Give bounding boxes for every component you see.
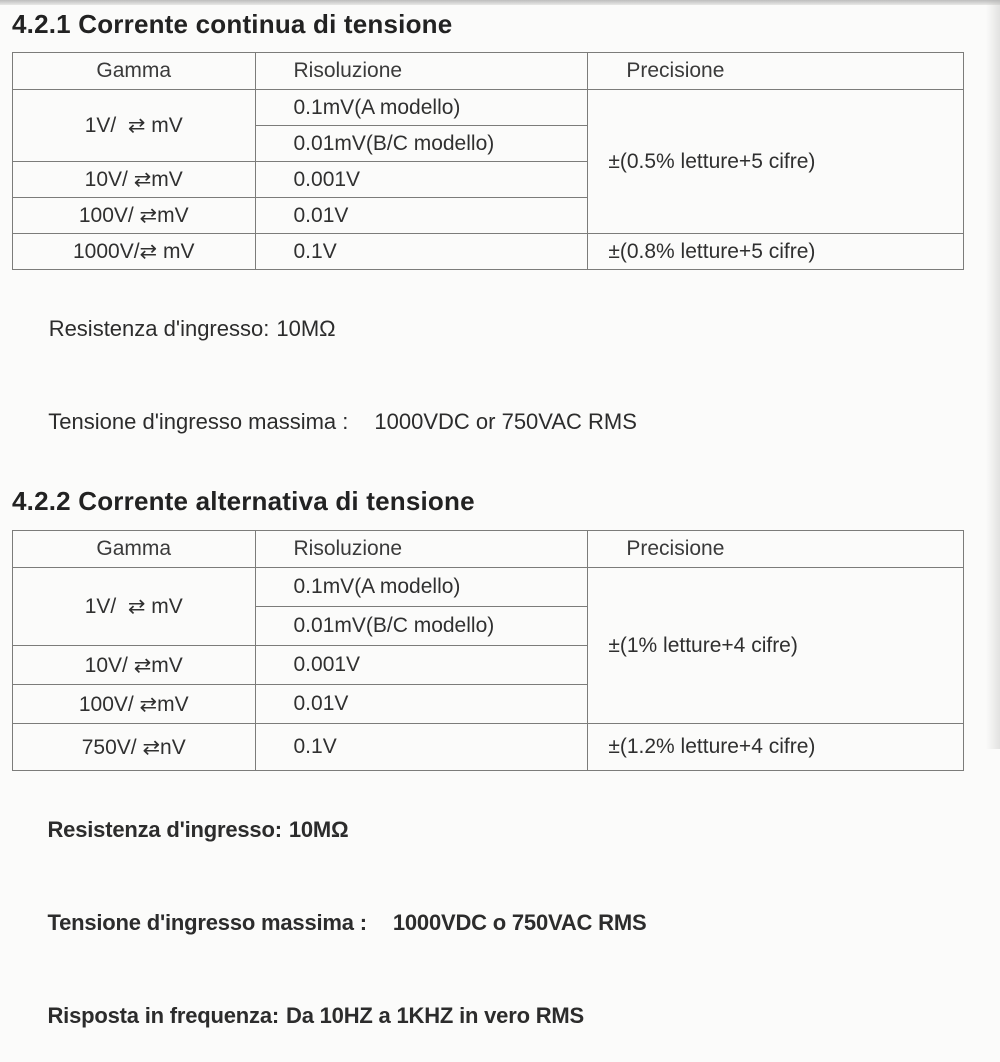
note-label: Tensione d'ingresso massima : xyxy=(47,910,367,935)
table-header-row xyxy=(13,53,964,90)
risoluzione-cell: 0.001V xyxy=(255,646,588,685)
note-input-resistance xyxy=(12,783,970,876)
table-row xyxy=(13,234,964,270)
risoluzione-cell: 0.1V xyxy=(255,724,588,771)
note-value: 1000VDC o 750VAC RMS xyxy=(392,910,647,935)
gamma-cell: 10V/ ⇄mV xyxy=(13,646,256,685)
note-label: Resistenza d'ingresso: xyxy=(48,316,270,341)
note-value: 10MΩ xyxy=(288,817,349,842)
table-row xyxy=(13,724,964,771)
risoluzione-cell: 0.01V xyxy=(255,198,588,234)
gamma-cell: 1V/ ⇄ mV xyxy=(13,90,256,162)
section-heading-dc: 4.2.1 Corrente continua di tensione xyxy=(12,9,453,39)
note-value: 1000VDC or 750VAC RMS xyxy=(374,409,637,434)
precisione-cell: ±(0.5% letture+5 cifre) xyxy=(588,90,964,234)
gamma-cell: 1V/ ⇄ mV xyxy=(13,568,256,646)
column-header-gamma: Gamma xyxy=(13,53,256,90)
note-label: Resistenza d'ingresso: xyxy=(47,817,282,842)
column-header-precisione: Precisione xyxy=(588,53,964,90)
dc-notes-block xyxy=(12,282,970,468)
note-input-resistance xyxy=(12,282,970,375)
column-header-gamma: Gamma xyxy=(13,531,256,568)
risoluzione-cell: 0.1V xyxy=(255,234,588,270)
note-frequency-response xyxy=(12,969,970,1062)
dc-voltage-spec-table xyxy=(12,52,964,270)
gamma-cell: 10V/ ⇄mV xyxy=(13,162,256,198)
note-max-input-voltage xyxy=(12,876,970,969)
note-max-input-voltage xyxy=(12,375,970,468)
table-row xyxy=(13,568,964,607)
risoluzione-cell: 0.01mV(B/C modello) xyxy=(255,607,588,646)
section-heading-ac: 4.2.2 Corrente alternativa di tensione xyxy=(12,486,475,516)
note-value: Da 10HZ a 1KHZ in vero RMS xyxy=(286,1003,585,1028)
table-row xyxy=(13,90,964,126)
risoluzione-cell: 0.001V xyxy=(255,162,588,198)
column-header-risoluzione: Risoluzione xyxy=(255,531,588,568)
table-header-row xyxy=(13,531,964,568)
risoluzione-cell: 0.01mV(B/C modello) xyxy=(255,126,588,162)
risoluzione-cell: 0.1mV(A modello) xyxy=(255,568,588,607)
risoluzione-cell: 0.01V xyxy=(255,685,588,724)
note-value: 10MΩ xyxy=(276,316,336,341)
column-header-risoluzione: Risoluzione xyxy=(255,53,588,90)
note-label: Risposta in frequenza: xyxy=(47,1003,280,1028)
precisione-cell: ±(0.8% letture+5 cifre) xyxy=(588,234,964,270)
gamma-cell: 100V/ ⇄mV xyxy=(13,198,256,234)
note-label: Tensione d'ingresso massima : xyxy=(48,409,349,434)
precisione-cell: ±(1% letture+4 cifre) xyxy=(588,568,964,724)
document-page xyxy=(0,5,1000,1062)
gamma-cell: 1000V/⇄ mV xyxy=(13,234,256,270)
ac-notes-block xyxy=(12,783,970,1062)
precisione-cell: ±(1.2% letture+4 cifre) xyxy=(588,724,964,771)
column-header-precisione: Precisione xyxy=(588,531,964,568)
gamma-cell: 100V/ ⇄mV xyxy=(13,685,256,724)
risoluzione-cell: 0.1mV(A modello) xyxy=(255,90,588,126)
gamma-cell: 750V/ ⇄nV xyxy=(13,724,256,771)
ac-voltage-spec-table xyxy=(12,530,964,771)
